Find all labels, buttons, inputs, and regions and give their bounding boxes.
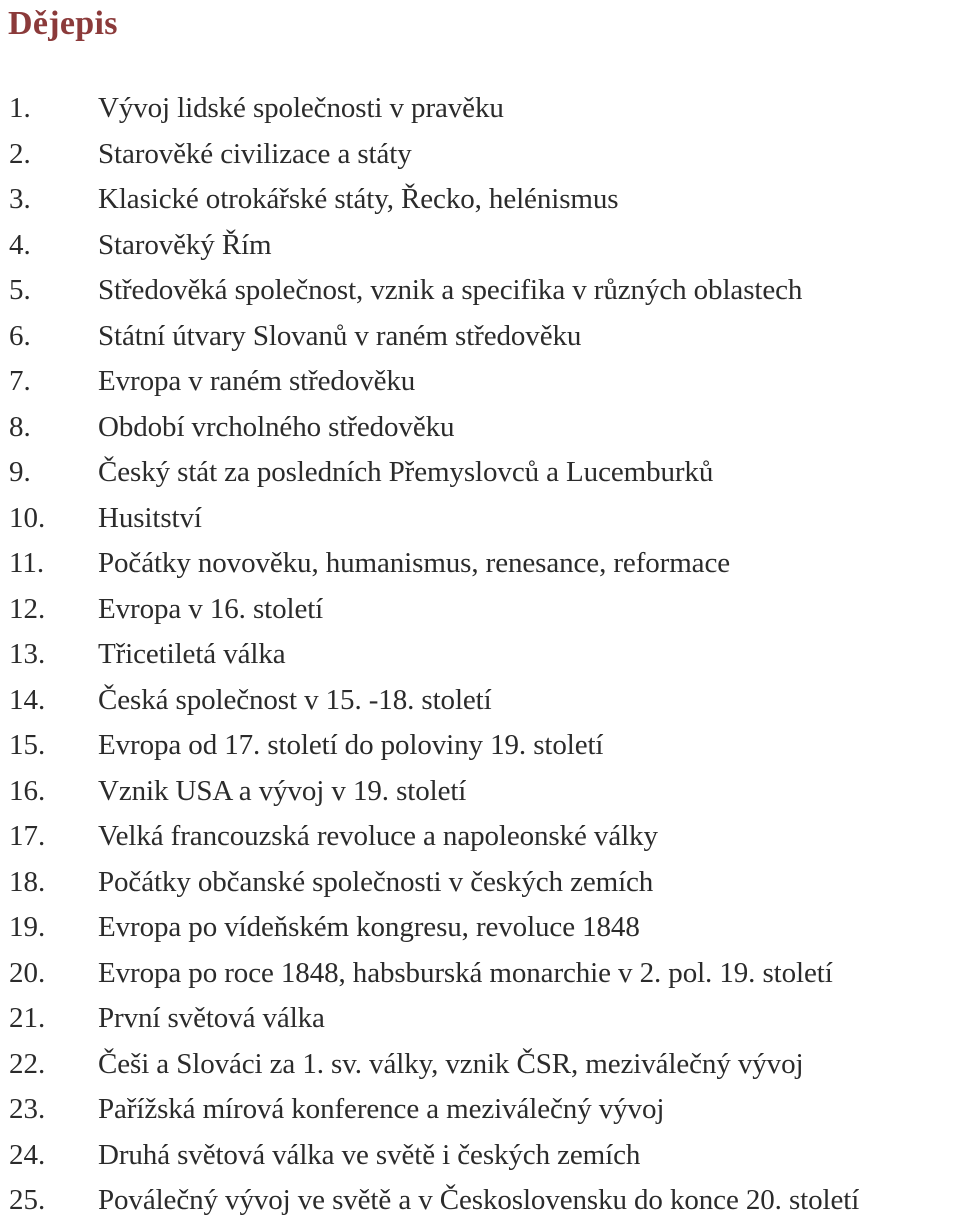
topic-number: 25. [9,1184,46,1216]
topic-text: Období vrcholného středověku [98,410,455,443]
topic-text: Evropa po vídeňském kongresu, revoluce 1848 [98,911,640,943]
topic-number: 10. [9,501,46,534]
topic-text: Velká francouzská revoluce a napoleonské války [98,820,658,852]
topic-number: 19. [9,911,46,943]
topic-text: Evropa po roce 1848, habsburská monarchie v 2. pol. 19. století [98,956,833,989]
topic-number: 13. [9,638,46,670]
topic-text: Vývoj lidské společnosti v pravěku [98,92,504,124]
topic-text: Češi a Slováci za 1. sv. války, vznik ČSR, meziválečný vývoj [98,1047,804,1080]
topic-number: 1. [9,92,31,124]
topic-text: Vznik USA a vývoj v 19. století [98,774,467,807]
topic-text: Husitství [98,501,202,534]
list-item [0,177,960,223]
list-item [0,1087,960,1133]
topic-text: Starověký Řím [98,228,272,261]
topic-text: Evropa v raném středověku [98,365,416,397]
topic-number: 16. [9,774,46,807]
topic-number: 22. [9,1047,46,1080]
topic-text: Česká společnost v 15. -18. století [98,683,492,716]
topic-number: 18. [9,865,46,898]
topic-text: První světová válka [98,1002,325,1034]
list-item [0,1042,960,1088]
topic-text: Starověké civilizace a státy [98,137,412,170]
topic-number: 7. [9,365,31,397]
topic-text: Středověká společnost, vznik a specifika v různých oblastech [98,274,803,306]
topic-number: 24. [9,1138,46,1171]
topic-number: 4. [9,228,31,261]
topic-text: Pařížská mírová konference a meziválečný vývoj [98,1093,665,1125]
topic-number: 9. [9,456,31,488]
list-item [0,860,960,906]
list-item [0,405,960,451]
topic-text: Evropa v 16. století [98,592,324,625]
topic-text: Český stát za posledních Přemyslovců a Lucemburků [98,456,714,488]
topic-text: Státní útvary Slovanů v raném středověku [98,319,582,352]
list-item [0,496,960,542]
topic-text: Třicetiletá válka [98,638,286,670]
list-item [0,951,960,997]
list-item [0,723,960,769]
topic-text: Poválečný vývoj ve světě a v Československu do konce 20. století [98,1184,860,1216]
list-item [0,814,960,860]
list-item [0,314,960,360]
list-item [0,450,960,496]
list-item [0,86,960,132]
topic-number: 14. [9,683,46,716]
list-item [0,223,960,269]
topic-number: 2. [9,137,31,170]
list-item [0,905,960,951]
list-item [0,132,960,178]
topic-text: Počátky novověku, humanismus, renesance, reformace [98,547,730,579]
list-item [0,996,960,1042]
topic-number: 8. [9,410,31,443]
topic-text: Počátky občanské společnosti v českých zemích [98,865,654,898]
list-item [0,268,960,314]
topic-text: Evropa od 17. století do poloviny 19. století [98,729,604,761]
topic-list [0,86,960,1224]
list-item [0,359,960,405]
topic-number: 11. [9,547,45,579]
topic-number: 6. [9,319,31,352]
topic-number: 17. [9,820,46,852]
list-item [0,1133,960,1179]
list-item [0,587,960,633]
topic-text: Druhá světová válka ve světě i českých zemích [98,1138,641,1171]
list-item [0,632,960,678]
list-item [0,541,960,587]
topic-text: Klasické otrokářské státy, Řecko, helénismus [98,183,619,215]
topic-number: 5. [9,274,31,306]
list-item [0,1178,960,1224]
topic-number: 3. [9,183,31,215]
topic-number: 21. [9,1002,46,1034]
topic-number: 15. [9,729,46,761]
topic-number: 23. [9,1093,46,1125]
list-item [0,769,960,815]
list-item [0,678,960,724]
topic-number: 12. [9,592,46,625]
topic-number: 20. [9,956,46,989]
page-title: Dějepis [8,5,118,42]
